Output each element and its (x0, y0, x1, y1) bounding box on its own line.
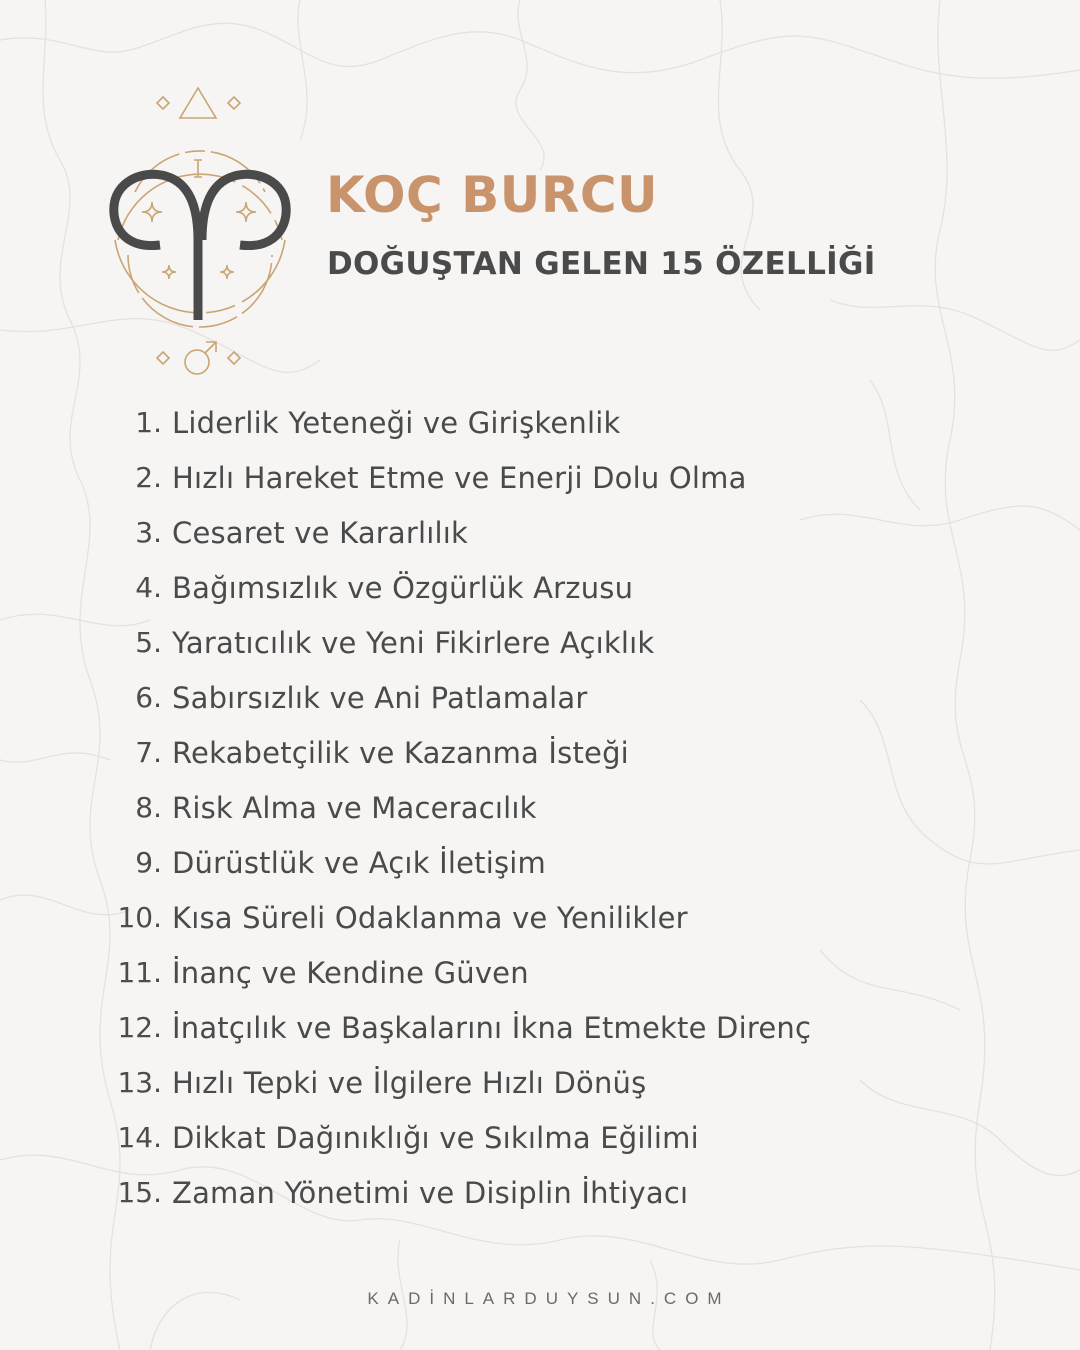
sparkle-star-icon (162, 265, 176, 279)
item-text: Sabırsızlık ve Ani Patlamalar (172, 681, 588, 715)
item-number: 1. (135, 406, 162, 439)
item-text: İnatçılık ve Başkalarını İkna Etmekte Direnç (172, 1011, 812, 1045)
triangle-fire-icon (180, 88, 216, 118)
aries-symbol-icon (114, 174, 286, 320)
diamond-icon (157, 352, 169, 364)
item-text: Risk Alma ve Maceracılık (172, 791, 537, 825)
page-title: KOÇ BURCU (326, 166, 659, 224)
sparkle-star-icon (142, 202, 162, 222)
item-text: Kısa Süreli Odaklanma ve Yenilikler (172, 901, 688, 935)
diamond-icon (228, 97, 240, 109)
item-text: Zaman Yönetimi ve Disiplin İhtiyacı (172, 1176, 689, 1210)
item-number: 3. (135, 516, 162, 549)
item-text: Hızlı Tepki ve İlgilere Hızlı Dönüş (172, 1066, 647, 1100)
sparkle-star-icon (236, 202, 256, 222)
item-text: Bağımsızlık ve Özgürlük Arzusu (172, 571, 634, 605)
item-number: 9. (135, 846, 162, 879)
item-number: 10. (117, 901, 162, 934)
diamond-icon (228, 352, 240, 364)
item-text: Liderlik Yeteneği ve Girişkenlik (172, 406, 621, 440)
item-number: 14. (117, 1121, 162, 1154)
item-number: 11. (117, 956, 162, 989)
item-number: 13. (117, 1066, 162, 1099)
item-number: 4. (135, 571, 162, 604)
item-number: 6. (135, 681, 162, 714)
diamond-icon (157, 97, 169, 109)
website-footer: KADİNLARDUYSUN.COM (367, 1289, 731, 1308)
item-text: Cesaret ve Kararlılık (172, 516, 469, 550)
item-number: 2. (135, 461, 162, 494)
item-text: Dikkat Dağınıklığı ve Sıkılma Eğilimi (172, 1121, 699, 1155)
item-number: 12. (117, 1011, 162, 1044)
item-number: 15. (117, 1176, 162, 1209)
mars-symbol-icon (185, 342, 216, 374)
page-subtitle: DOĞUŞTAN GELEN 15 ÖZELLİĞİ (327, 246, 876, 282)
item-number: 5. (135, 626, 162, 659)
aries-emblem (100, 80, 300, 380)
sparkle-star-icon (220, 265, 234, 279)
item-text: Yaratıcılık ve Yeni Fikirlere Açıklık (172, 626, 655, 660)
item-text: İnanç ve Kendine Güven (172, 956, 529, 990)
item-text: Rekabetçilik ve Kazanma İsteği (172, 736, 629, 770)
item-number: 7. (135, 736, 162, 769)
item-text: Hızlı Hareket Etme ve Enerji Dolu Olma (172, 461, 747, 495)
item-text: Dürüstlük ve Açık İletişim (172, 846, 547, 880)
item-number: 8. (135, 791, 162, 824)
